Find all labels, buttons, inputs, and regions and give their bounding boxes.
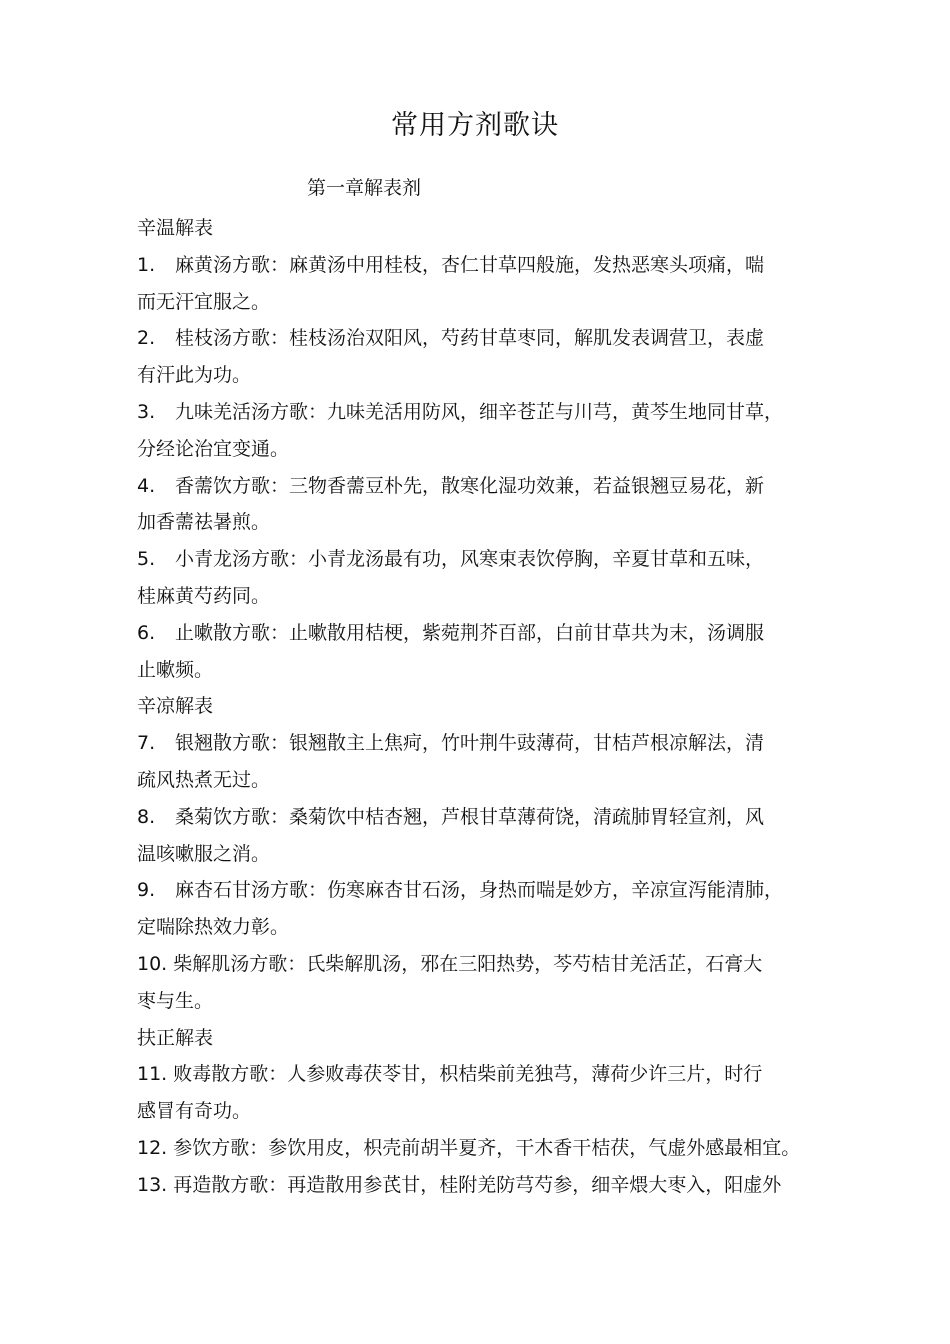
item-number: 7. <box>137 732 156 755</box>
list-item <box>137 320 847 357</box>
list-item-continuation: 加香薷祛暑煎。 <box>137 511 271 534</box>
document-title: 常用方剂歌诀 <box>391 110 559 141</box>
item-text: 再造散方歌：再造散用参芪甘，桂附羌防芎芍参，细辛煨大枣入，阳虚外 <box>173 1173 782 1196</box>
list-item <box>137 247 847 284</box>
section-heading: 辛凉解表 <box>137 695 214 718</box>
list-item <box>137 799 847 836</box>
item-number: 11. <box>137 1063 168 1086</box>
list-item-continuation: 桂麻黄芍药同。 <box>137 584 271 607</box>
list-item-continuation: 感冒有奇功。 <box>137 1100 252 1123</box>
chapter-heading: 第一章解表剂 <box>307 177 422 199</box>
list-item <box>137 872 847 909</box>
item-text: 九味羌活汤方歌：九味羌活用防风，细辛苍芷与川芎，黄芩生地同甘草， <box>175 400 784 423</box>
document-body <box>137 210 847 1204</box>
item-number: 13. <box>137 1173 168 1196</box>
item-text: 参饮方歌：参饮用皮，枳壳前胡半夏齐，干木香干桔茯，气虚外感最相宜。 <box>173 1136 801 1159</box>
item-text: 麻杏石甘汤方歌：伤寒麻杏甘石汤，身热而喘是妙方，辛凉宣泻能清肺， <box>175 879 784 902</box>
item-number: 8. <box>137 805 156 828</box>
list-item-continuation: 温咳嗽服之消。 <box>137 842 271 865</box>
list-item <box>137 725 847 762</box>
list-item-continuation: 疏风热煮无过。 <box>137 768 271 791</box>
list-item-continuation: 而无汗宜服之。 <box>137 290 271 313</box>
list-item <box>137 615 847 652</box>
list-item <box>137 1167 847 1204</box>
item-number: 3. <box>137 400 156 423</box>
list-item-continuation: 枣与生。 <box>137 989 214 1012</box>
list-item <box>137 1056 847 1093</box>
item-text: 桂枝汤方歌：桂枝汤治双阳风，芍药甘草枣同，解肌发表调营卫，表虚 <box>175 327 765 350</box>
item-number: 9. <box>137 879 156 902</box>
item-text: 香薷饮方歌：三物香薷豆朴先，散寒化湿功效兼，若益银翘豆易花，新 <box>175 474 765 497</box>
item-text: 止嗽散方歌：止嗽散用桔梗，紫菀荆芥百部，白前甘草共为末，汤调服 <box>175 621 765 644</box>
list-item-continuation: 有汗此为功。 <box>137 364 252 387</box>
list-item <box>137 1130 847 1167</box>
item-number: 1. <box>137 253 156 276</box>
list-item <box>137 468 847 505</box>
list-item-continuation: 止嗽频。 <box>137 658 214 681</box>
list-item <box>137 394 847 431</box>
item-number: 10. <box>137 952 168 975</box>
item-text: 柴解肌汤方歌：氏柴解肌汤，邪在三阳热势，芩芍桔甘羌活芷，石膏大 <box>173 952 763 975</box>
item-text: 桑菊饮方歌：桑菊饮中桔杏翘，芦根甘草薄荷饶，清疏肺胃轻宣剂，风 <box>175 805 765 828</box>
list-item-continuation: 分经论治宜变通。 <box>137 437 290 460</box>
item-text: 麻黄汤方歌：麻黄汤中用桂枝，杏仁甘草四般施，发热恶寒头项痛，喘 <box>175 253 765 276</box>
list-item-continuation: 定喘除热效力彰。 <box>137 916 290 939</box>
item-number: 5. <box>137 548 156 571</box>
section-heading: 辛温解表 <box>137 217 214 239</box>
item-text: 小青龙汤方歌：小青龙汤最有功，风寒束表饮停胸，辛夏甘草和五味， <box>175 548 765 571</box>
item-text: 败毒散方歌：人参败毒茯苓甘，枳桔柴前羌独芎，薄荷少许三片，时行 <box>173 1063 763 1086</box>
list-item <box>137 541 847 578</box>
section-heading: 扶正解表 <box>137 1026 214 1049</box>
item-number: 4. <box>137 474 156 497</box>
item-number: 6. <box>137 621 156 644</box>
item-number: 12. <box>137 1136 168 1159</box>
list-item <box>137 946 847 983</box>
item-number: 2. <box>137 327 156 350</box>
item-text: 银翘散方歌：银翘散主上焦疴，竹叶荆牛豉薄荷，甘桔芦根凉解法，清 <box>175 732 765 755</box>
